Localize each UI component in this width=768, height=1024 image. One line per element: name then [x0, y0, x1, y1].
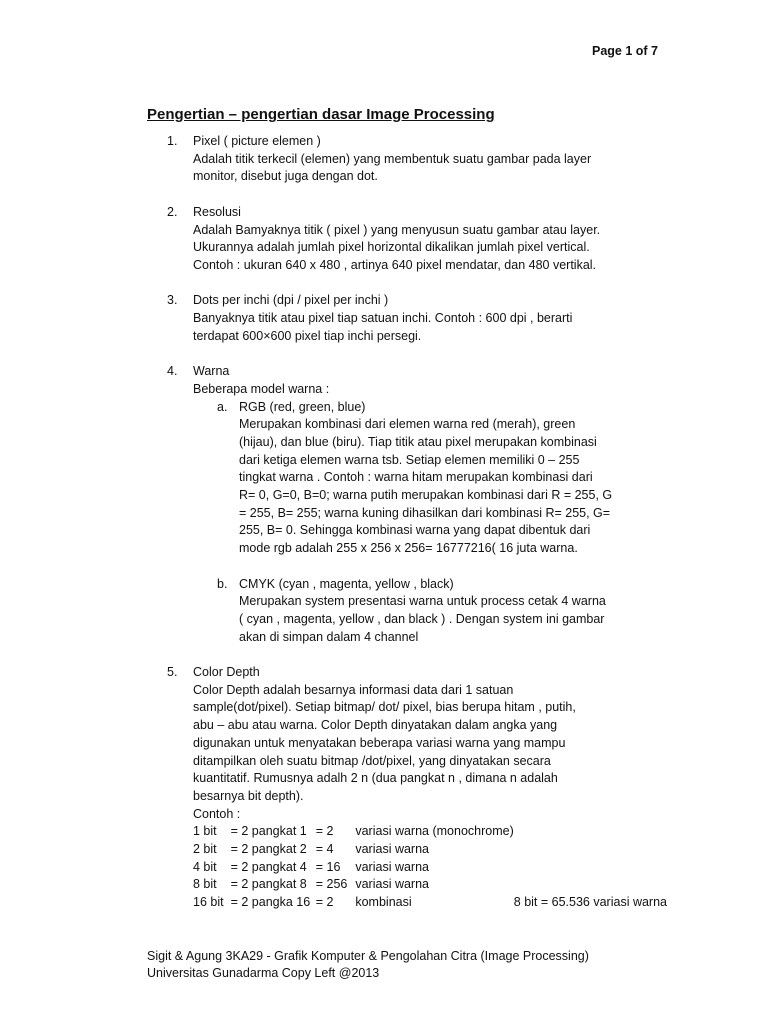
text-line: tingkat warna . Contoh : warna hitam merupakan kombinasi dari — [239, 470, 593, 485]
list-item-warna — [167, 363, 667, 646]
list-item-color-depth — [167, 664, 667, 912]
text-line: ( cyan , magenta, yellow , dan black ) . Dengan system ini gambar — [239, 611, 605, 626]
bit-cell: 1 bit — [193, 824, 217, 839]
text-line: Beberapa model warna : — [193, 381, 330, 396]
sub-item-cmyk — [193, 576, 667, 647]
bit-cell: 4 bit — [193, 859, 217, 874]
extra-cell — [514, 859, 667, 877]
description-cell: variasi warna — [355, 842, 429, 857]
item-number: 3. — [167, 293, 178, 308]
footer-line: Universitas Gunadarma Copy Left @2013 — [147, 966, 380, 980]
table-row — [193, 823, 667, 841]
text-line: R= 0, G=0, B=0; warna putih merupakan kombinasi dari R = 255, G — [239, 488, 613, 503]
pangkat-cell: = 2 pangkat 8 — [230, 877, 307, 892]
text-line: ditampilkan oleh suatu bitmap /dot/pixel, yang dinyatakan secara — [193, 753, 551, 768]
extra-cell — [514, 823, 667, 841]
table-row — [193, 841, 667, 859]
page-footer — [147, 948, 589, 982]
page-number: Page 1 of 7 — [592, 44, 658, 58]
table-row — [193, 859, 667, 877]
sub-item-heading: CMYK (cyan , magenta, yellow , black) — [239, 576, 454, 591]
text-line: sample(dot/pixel). Setiap bitmap/ dot/ pixel, bias berupa hitam , putih, — [193, 700, 576, 715]
document-title: Pengertian – pengertian dasar Image Processing — [147, 106, 495, 123]
extra-cell — [514, 876, 667, 894]
item-number: 1. — [167, 134, 178, 148]
text-line: = 255, B= 255; warna kuning dihasilkan dari kombinasi R= 255, G= — [239, 505, 611, 520]
result-cell: = 2 — [315, 895, 334, 910]
sub-item-letter: b. — [217, 576, 228, 591]
result-cell: = 256 — [315, 877, 348, 892]
result-cell: = 4 — [315, 842, 334, 857]
text-line: (hijau), dan blue (biru). Tiap titik atau pixel merupakan kombinasi — [239, 434, 597, 449]
pangkat-cell: = 2 pangkat 1 — [230, 824, 307, 839]
text-line: kuantitatif. Rumusnya adalh 2 n (dua pangkat n , dimana n adalah — [193, 771, 558, 786]
pangkat-cell: = 2 pangkat 4 — [230, 859, 307, 874]
text-line: monitor, disebut juga dengan dot. — [193, 169, 378, 184]
list-item-pixel — [167, 133, 667, 186]
extra-cell: 8 bit = 65.536 variasi warna — [513, 895, 667, 910]
text-line: Contoh : — [193, 806, 241, 821]
item-heading: Dots per inchi (dpi / pixel per inchi ) — [193, 293, 389, 308]
content-list — [167, 133, 667, 930]
text-line: Color Depth adalah besarnya informasi data dari 1 satuan — [193, 682, 514, 697]
text-line: besarnya bit depth). — [193, 788, 304, 803]
list-item-dpi — [167, 292, 667, 345]
item-heading: Resolusi — [193, 204, 241, 219]
item-number: 5. — [167, 665, 178, 680]
table-row — [193, 876, 667, 894]
result-cell: = 16 — [315, 859, 341, 874]
text-line: 255, B= 0. Sehingga kombinasi warna yang dapat dibentuk dari — [239, 523, 591, 538]
sub-item-heading: RGB (red, green, blue) — [239, 399, 366, 414]
result-cell: = 2 — [315, 824, 334, 839]
pangkat-cell: = 2 pangka 16 — [230, 895, 311, 910]
text-line: dari ketiga elemen warna tsb. Setiap elemen memiliki 0 – 255 — [239, 452, 580, 467]
item-number: 2. — [167, 204, 178, 219]
pangkat-cell: = 2 pangkat 2 — [230, 842, 307, 857]
description-cell: kombinasi — [355, 895, 412, 910]
text-line: Ukurannya adalah jumlah pixel horizontal dikalikan jumlah pixel vertical. — [193, 240, 590, 255]
text-line: Contoh : ukuran 640 x 480 , artinya 640 pixel mendatar, dan 480 vertikal. — [193, 257, 597, 272]
text-line: Adalah Bamyaknya titik ( pixel ) yang menyusun suatu gambar atau layer. — [193, 222, 601, 237]
list-item-resolusi — [167, 204, 667, 275]
sub-item-letter: a. — [217, 399, 228, 414]
text-line: digunakan untuk menyatakan beberapa variasi warna yang mampu — [193, 735, 566, 750]
bit-depth-table — [193, 823, 667, 912]
text-line: Banyaknya titik atau pixel tiap satuan inchi. Contoh : 600 dpi , berarti — [193, 311, 573, 325]
sub-item-rgb — [193, 399, 667, 558]
bit-cell: 8 bit — [193, 877, 217, 892]
text-line: Merupakan kombinasi dari elemen warna red (merah), green — [239, 417, 576, 432]
description-cell: variasi warna — [355, 877, 429, 892]
text-line: terdapat 600×600 pixel tiap inchi persegi. — [193, 328, 422, 343]
description-cell: variasi warna — [355, 859, 429, 874]
item-heading: Color Depth — [193, 665, 260, 680]
description-cell: variasi warna (monochrome) — [355, 824, 514, 839]
bit-cell: 16 bit — [193, 895, 224, 910]
item-heading: Warna — [193, 364, 230, 379]
text-line: Merupakan system presentasi warna untuk process cetak 4 warna — [239, 594, 606, 609]
text-line: mode rgb adalah 255 x 256 x 256= 16777216( 16 juta warna. — [239, 541, 578, 556]
item-number: 4. — [167, 364, 178, 379]
text-line: abu – abu atau warna. Color Depth dinyatakan dalam angka yang — [193, 718, 558, 733]
footer-line: Sigit & Agung 3KA29 - Grafik Komputer & Pengolahan Citra (Image Processing) — [147, 949, 589, 963]
table-row — [193, 894, 667, 912]
bit-cell: 2 bit — [193, 842, 217, 857]
extra-cell — [514, 841, 667, 859]
item-heading: Pixel ( picture elemen ) — [193, 134, 321, 148]
text-line: Adalah titik terkecil (elemen) yang membentuk suatu gambar pada layer — [193, 151, 592, 166]
text-line: akan di simpan dalam 4 channel — [239, 629, 419, 644]
